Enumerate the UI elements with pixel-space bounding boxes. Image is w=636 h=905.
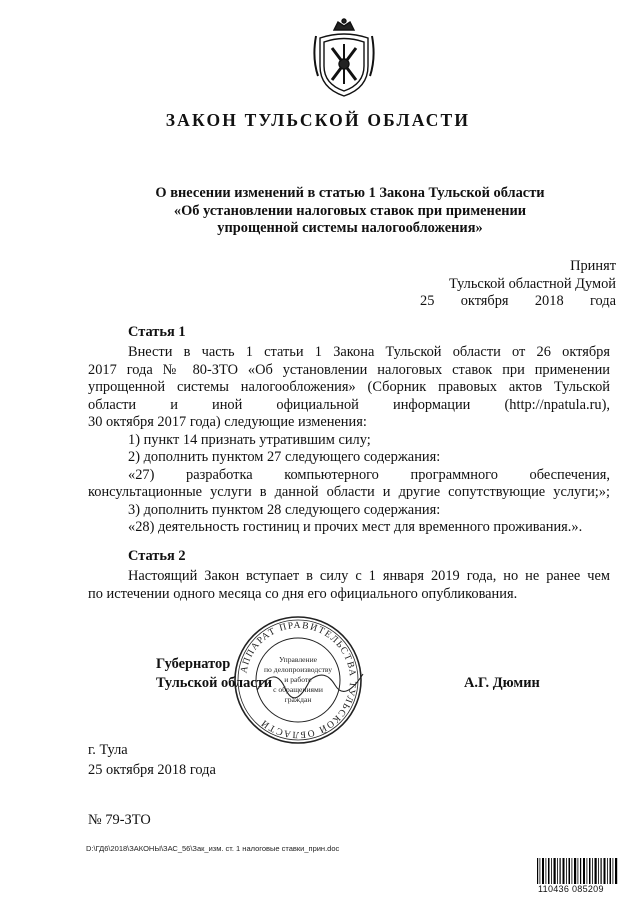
stamp-center-line: и работе bbox=[284, 675, 312, 684]
article-2-line: Настоящий Закон вступает в силу с 1 января 2019 года, но не ранее чем bbox=[128, 568, 610, 584]
article-2-body bbox=[88, 568, 610, 603]
adopted-by: Тульской областной Думой bbox=[449, 275, 616, 292]
signatory-name: А.Г. Дюмин bbox=[464, 675, 540, 691]
file-path: D:\ГД6\2018\ЗАКОНЫ\ЗАС_56\Зак_изм. ст. 1 налоговые ставки_прин.doc bbox=[86, 844, 340, 853]
adoption-block bbox=[420, 258, 616, 311]
article-2-line: по истечении одного месяца со дня его официального опубликования. bbox=[88, 585, 518, 602]
stamp-center-line: Управление bbox=[278, 655, 318, 664]
stamp-center-line: по делопроизводству bbox=[263, 665, 333, 674]
article-1-line: 30 октября 2017 года) следующие изменения: bbox=[88, 414, 367, 430]
handwritten-signature bbox=[255, 660, 365, 700]
subject-line: «Об установлении налоговых ставок при применении bbox=[173, 202, 527, 219]
law-subject bbox=[60, 185, 636, 238]
article-2-heading: Статья 2 bbox=[128, 548, 186, 564]
law-number: № 79-ЗТО bbox=[88, 812, 151, 828]
article-1-line: «27) разработка компьютерного программного обеспечения, bbox=[128, 466, 610, 483]
position-line: Губернатор bbox=[156, 656, 231, 672]
subject-line: О внесении изменений в статью 1 Закона Тульской области bbox=[155, 185, 545, 201]
article-1-body bbox=[88, 344, 610, 537]
article-1-line: консультационные услуги в данной области и другие сопутствующие услуги;»; bbox=[88, 484, 610, 500]
stamp-center-line: с обращениями bbox=[273, 685, 323, 694]
article-1-line: 2) дополнить пунктом 27 следующего содержания: bbox=[128, 449, 441, 465]
place: г. Тула bbox=[88, 742, 128, 758]
subject-line: упрощенной системы налогообложения» bbox=[217, 220, 483, 236]
article-1-line: области и иной официальной информации (http://npatula.ru), bbox=[88, 396, 610, 413]
position-line: Тульской области bbox=[156, 675, 273, 691]
article-1-line: 3) дополнить пунктом 28 следующего содержания: bbox=[128, 501, 441, 518]
adopted-date: 25 октября 2018 года bbox=[420, 293, 616, 309]
stamp-ring-text: АППАРАТ ПРАВИТЕЛЬСТВА ТУЛЬСКОЙ ОБЛАСТИ bbox=[239, 620, 358, 740]
law-title: ЗАКОН ТУЛЬСКОЙ ОБЛАСТИ bbox=[165, 110, 471, 130]
signing-date: 25 октября 2018 года bbox=[88, 762, 216, 778]
article-1-heading: Статья 1 bbox=[128, 324, 186, 340]
article-1-line: «28) деятельность гостиниц и прочих мест для временного проживания.». bbox=[128, 519, 583, 535]
article-1-line: 1) пункт 14 признать утратившим силу; bbox=[128, 431, 371, 448]
adopted-label: Принят bbox=[570, 258, 616, 274]
article-1-line: 2017 года № 80-ЗТО «Об установлении налоговых ставок при применении bbox=[88, 361, 610, 378]
coat-of-arms-emblem bbox=[312, 18, 376, 100]
article-1-line: Внести в часть 1 статьи 1 Закона Тульской области от 26 октября bbox=[128, 344, 610, 360]
stamp-center-line: граждан bbox=[284, 695, 312, 704]
article-1-line: упрощенной системы налогообложения» (Сборник правовых актов Тульской bbox=[88, 379, 610, 395]
barcode-number: 110436 085209 bbox=[538, 884, 622, 894]
